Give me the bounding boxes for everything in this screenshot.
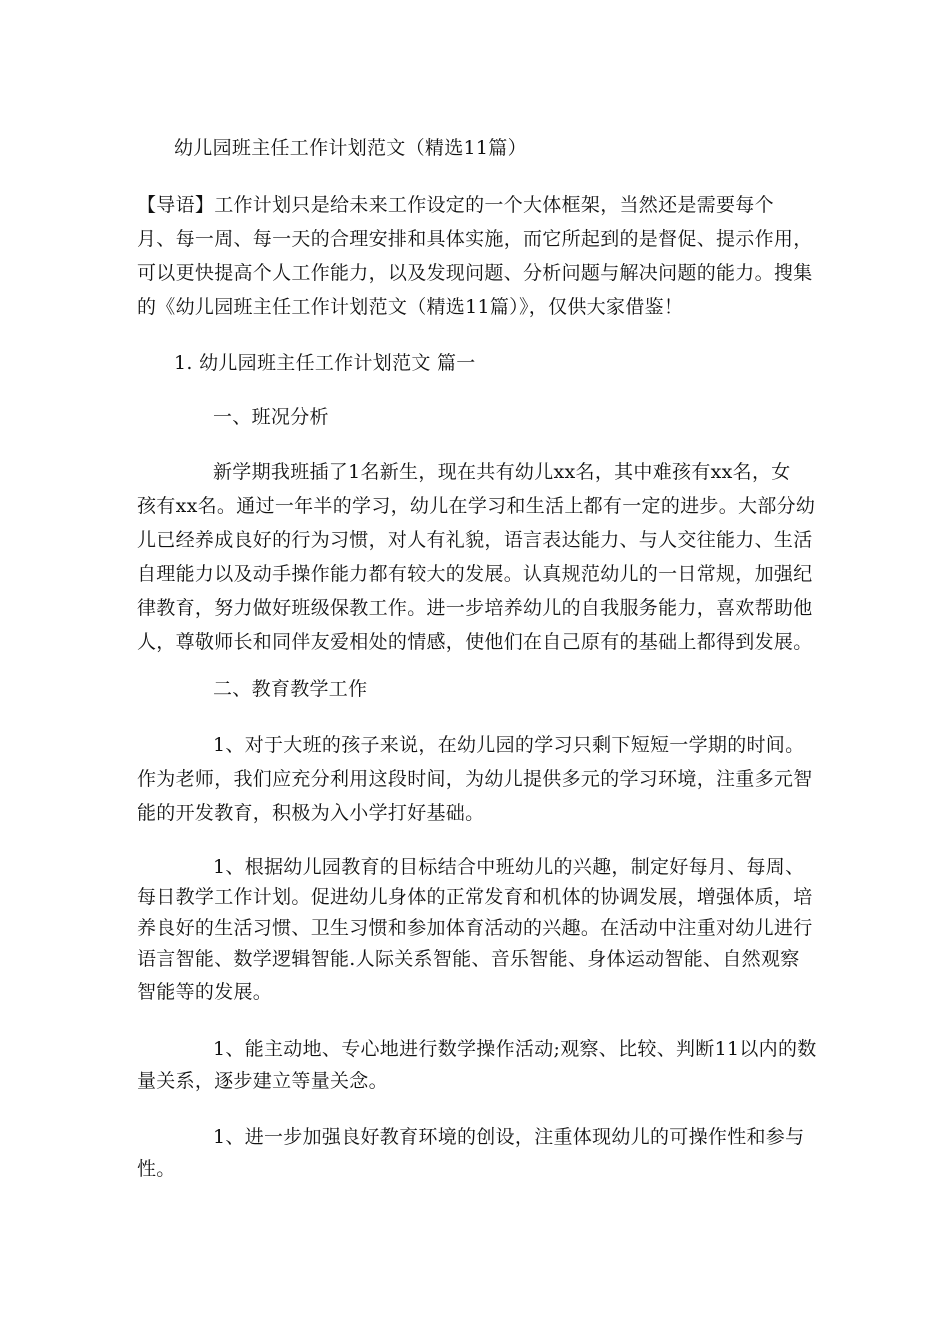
paragraph-line: 量关系，逐步建立等量关念。 — [137, 1070, 388, 1092]
paragraph-line: 每日教学工作计划。促进幼儿身体的正常发育和机体的协调发展，增强体质，培 — [137, 886, 813, 908]
paragraph-line: 新学期我班插了1名新生，现在共有幼儿xx名，其中难孩有xx名，女 — [213, 461, 791, 483]
paragraph-line: 养良好的生活习惯、卫生习惯和参加体育活动的兴趣。在活动中注重对幼儿进行 — [137, 917, 813, 939]
paragraph-line: 人，尊敬师长和同伴友爱相处的情感，使他们在自己原有的基础上都得到发展。 — [137, 631, 813, 653]
section-heading: 1. 幼儿园班主任工作计划范文 篇一 — [174, 352, 476, 374]
intro-line: 月、每一周、每一天的合理安排和具体实施，而它所起到的是督促、提示作用， — [137, 228, 813, 250]
paragraph-line: 儿已经养成良好的行为习惯，对人有礼貌，语言表达能力、与人交往能力、生活 — [137, 529, 813, 551]
intro-line: 的《幼儿园班主任工作计划范文（精选11篇）》，仅供大家借鉴！ — [137, 296, 684, 318]
paragraph-line: 1、能主动地、专心地进行数学操作活动;观察、比较、判断11以内的数 — [213, 1038, 817, 1060]
paragraph-line: 作为老师，我们应充分利用这段时间，为幼儿提供多元的学习环境，注重多元智 — [137, 768, 813, 790]
part1-heading: 一、班况分析 — [213, 406, 329, 428]
document-title: 幼儿园班主任工作计划范文（精选11篇） — [174, 137, 527, 159]
intro-line: 可以更快提高个人工作能力，以及发现问题、分析问题与解决问题的能力。搜集 — [137, 262, 813, 284]
paragraph-line: 性。 — [137, 1158, 176, 1180]
paragraph-line: 语言智能、数学逻辑智能.人际关系智能、音乐智能、身体运动智能、自然观察 — [137, 948, 800, 970]
paragraph-line: 自理能力以及动手操作能力都有较大的发展。认真规范幼儿的一日常规，加强纪 — [137, 563, 813, 585]
paragraph-line: 孩有xx名。通过一年半的学习，幼儿在学习和生活上都有一定的进步。大部分幼 — [137, 495, 816, 517]
intro-line: 【导语】工作计划只是给未来工作设定的一个大体框架，当然还是需要每个 — [137, 194, 774, 216]
paragraph-line: 1、进一步加强良好教育环境的创设，注重体现幼儿的可操作性和参与 — [213, 1126, 805, 1148]
paragraph-line: 智能等的发展。 — [137, 981, 273, 1003]
paragraph-line: 律教育，努力做好班级保教工作。进一步培养幼儿的自我服务能力，喜欢帮助他 — [137, 597, 813, 619]
paragraph-line: 能的开发教育，积极为入小学打好基础。 — [137, 802, 485, 824]
paragraph-line: 1、根据幼儿园教育的目标结合中班幼儿的兴趣，制定好每月、每周、 — [213, 856, 805, 878]
part2-heading: 二、教育教学工作 — [213, 678, 368, 700]
paragraph-line: 1、对于大班的孩子来说，在幼儿园的学习只剩下短短一学期的时间。 — [213, 734, 805, 756]
